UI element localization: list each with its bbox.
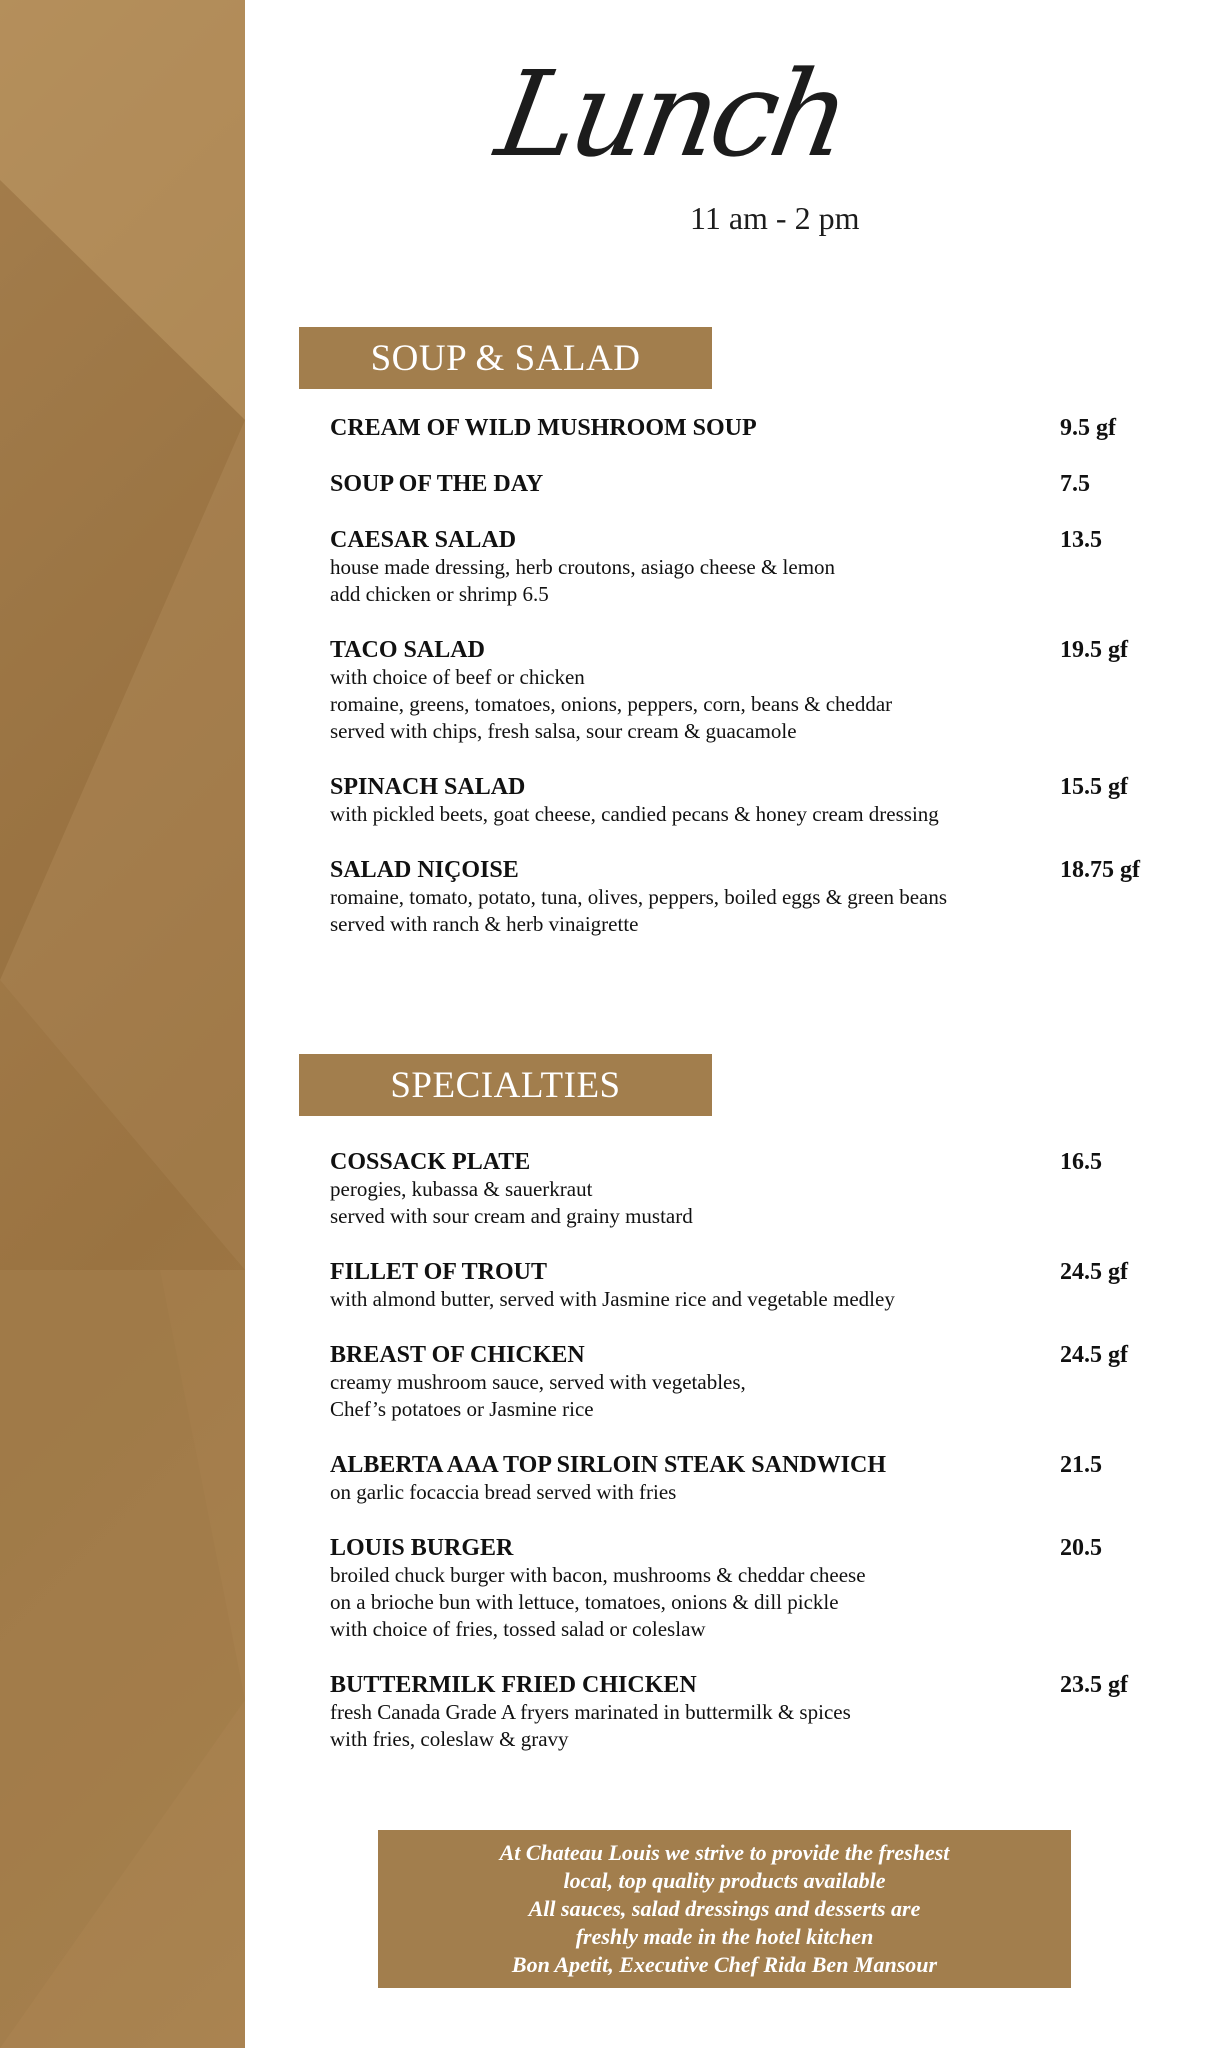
- section-heading-specialties: SPECIALTIES: [299, 1054, 712, 1116]
- item-description: creamy mushroom sauce, served with vegetables,: [330, 1370, 746, 1394]
- item-price: 23.5 gf: [1060, 1672, 1128, 1698]
- item-description: with almond butter, served with Jasmine rice and vegetable medley: [330, 1287, 895, 1311]
- title-block: [487, 45, 900, 245]
- menu-item: [330, 1258, 1160, 1313]
- specialties-list: [330, 1148, 1160, 1781]
- page-title: Lunch: [487, 45, 855, 183]
- item-price: 18.75 gf: [1060, 857, 1140, 883]
- item-name: ALBERTA AAA TOP SIRLOIN STEAK SANDWICH: [330, 1452, 886, 1478]
- item-price: 7.5: [1060, 471, 1090, 497]
- menu-item: [330, 856, 1160, 938]
- item-price: 24.5 gf: [1060, 1259, 1128, 1285]
- menu-item: [330, 1148, 1160, 1230]
- item-name: SALAD NIÇOISE: [330, 857, 519, 883]
- item-description: house made dressing, herb croutons, asiago cheese & lemon: [330, 555, 836, 579]
- geometric-pattern: [0, 0, 245, 2048]
- item-description: with choice of beef or chicken: [330, 665, 585, 689]
- item-description: with choice of fries, tossed salad or coleslaw: [330, 1617, 706, 1641]
- note-line: At Chateau Louis we strive to provide the freshest: [499, 1840, 950, 1865]
- note-line: freshly made in the hotel kitchen: [575, 1924, 874, 1949]
- menu-item: [330, 636, 1160, 745]
- menu-item: [330, 470, 1160, 498]
- item-name: SOUP OF THE DAY: [330, 471, 544, 497]
- item-description: with pickled beets, goat cheese, candied pecans & honey cream dressing: [330, 802, 939, 826]
- item-price: 15.5 gf: [1060, 774, 1128, 800]
- item-price: 9.5 gf: [1060, 415, 1116, 441]
- menu-item: [330, 526, 1160, 608]
- menu-item: [330, 1534, 1160, 1643]
- item-description: perogies, kubassa & sauerkraut: [330, 1177, 593, 1201]
- item-description: served with sour cream and grainy mustard: [330, 1204, 693, 1228]
- item-price: 21.5: [1060, 1452, 1102, 1478]
- menu-item: [330, 414, 1160, 442]
- note-line: local, top quality products available: [563, 1868, 886, 1893]
- item-name: LOUIS BURGER: [330, 1535, 514, 1561]
- soup-salad-list: [330, 414, 1160, 966]
- item-price: 16.5: [1060, 1149, 1102, 1175]
- item-price: 24.5 gf: [1060, 1342, 1128, 1368]
- item-price: 20.5: [1060, 1535, 1102, 1561]
- chef-note: [378, 1830, 1071, 1988]
- item-name: COSSACK PLATE: [330, 1149, 531, 1175]
- item-name: CAESAR SALAD: [330, 527, 517, 553]
- item-name: FILLET OF TROUT: [330, 1259, 547, 1285]
- menu-item: [330, 1671, 1160, 1753]
- decorative-sidebar: [0, 0, 245, 2048]
- item-description: add chicken or shrimp 6.5: [330, 582, 549, 606]
- note-line: All sauces, salad dressings and desserts are: [528, 1896, 921, 1921]
- note-line: Bon Apetit, Executive Chef Rida Ben Mansour: [511, 1952, 938, 1977]
- item-name: TACO SALAD: [330, 637, 485, 663]
- menu-item: [330, 1341, 1160, 1423]
- item-description: served with ranch & herb vinaigrette: [330, 912, 639, 936]
- item-description: on garlic focaccia bread served with fries: [330, 1480, 677, 1504]
- item-name: BUTTERMILK FRIED CHICKEN: [330, 1672, 697, 1698]
- item-description: fresh Canada Grade A fryers marinated in buttermilk & spices: [330, 1700, 851, 1724]
- hours: 11 am - 2 pm: [690, 200, 860, 236]
- item-description: romaine, greens, tomatoes, onions, peppers, corn, beans & cheddar: [330, 692, 893, 716]
- item-price: 19.5 gf: [1060, 637, 1128, 663]
- item-description: romaine, tomato, potato, tuna, olives, peppers, boiled eggs & green beans: [330, 885, 948, 909]
- section-heading-soup-salad: SOUP & SALAD: [299, 327, 712, 389]
- item-price: 13.5: [1060, 527, 1102, 553]
- item-name: SPINACH SALAD: [330, 774, 526, 800]
- item-name: BREAST OF CHICKEN: [330, 1342, 585, 1368]
- menu-item: [330, 1451, 1160, 1506]
- item-description: on a brioche bun with lettuce, tomatoes, onions & dill pickle: [330, 1590, 839, 1614]
- menu-item: [330, 773, 1160, 828]
- item-description: Chef’s potatoes or Jasmine rice: [330, 1397, 594, 1421]
- item-description: broiled chuck burger with bacon, mushrooms & cheddar cheese: [330, 1563, 866, 1587]
- item-description: with fries, coleslaw & gravy: [330, 1727, 569, 1751]
- item-description: served with chips, fresh salsa, sour cream & guacamole: [330, 719, 797, 743]
- item-name: CREAM OF WILD MUSHROOM SOUP: [330, 415, 757, 441]
